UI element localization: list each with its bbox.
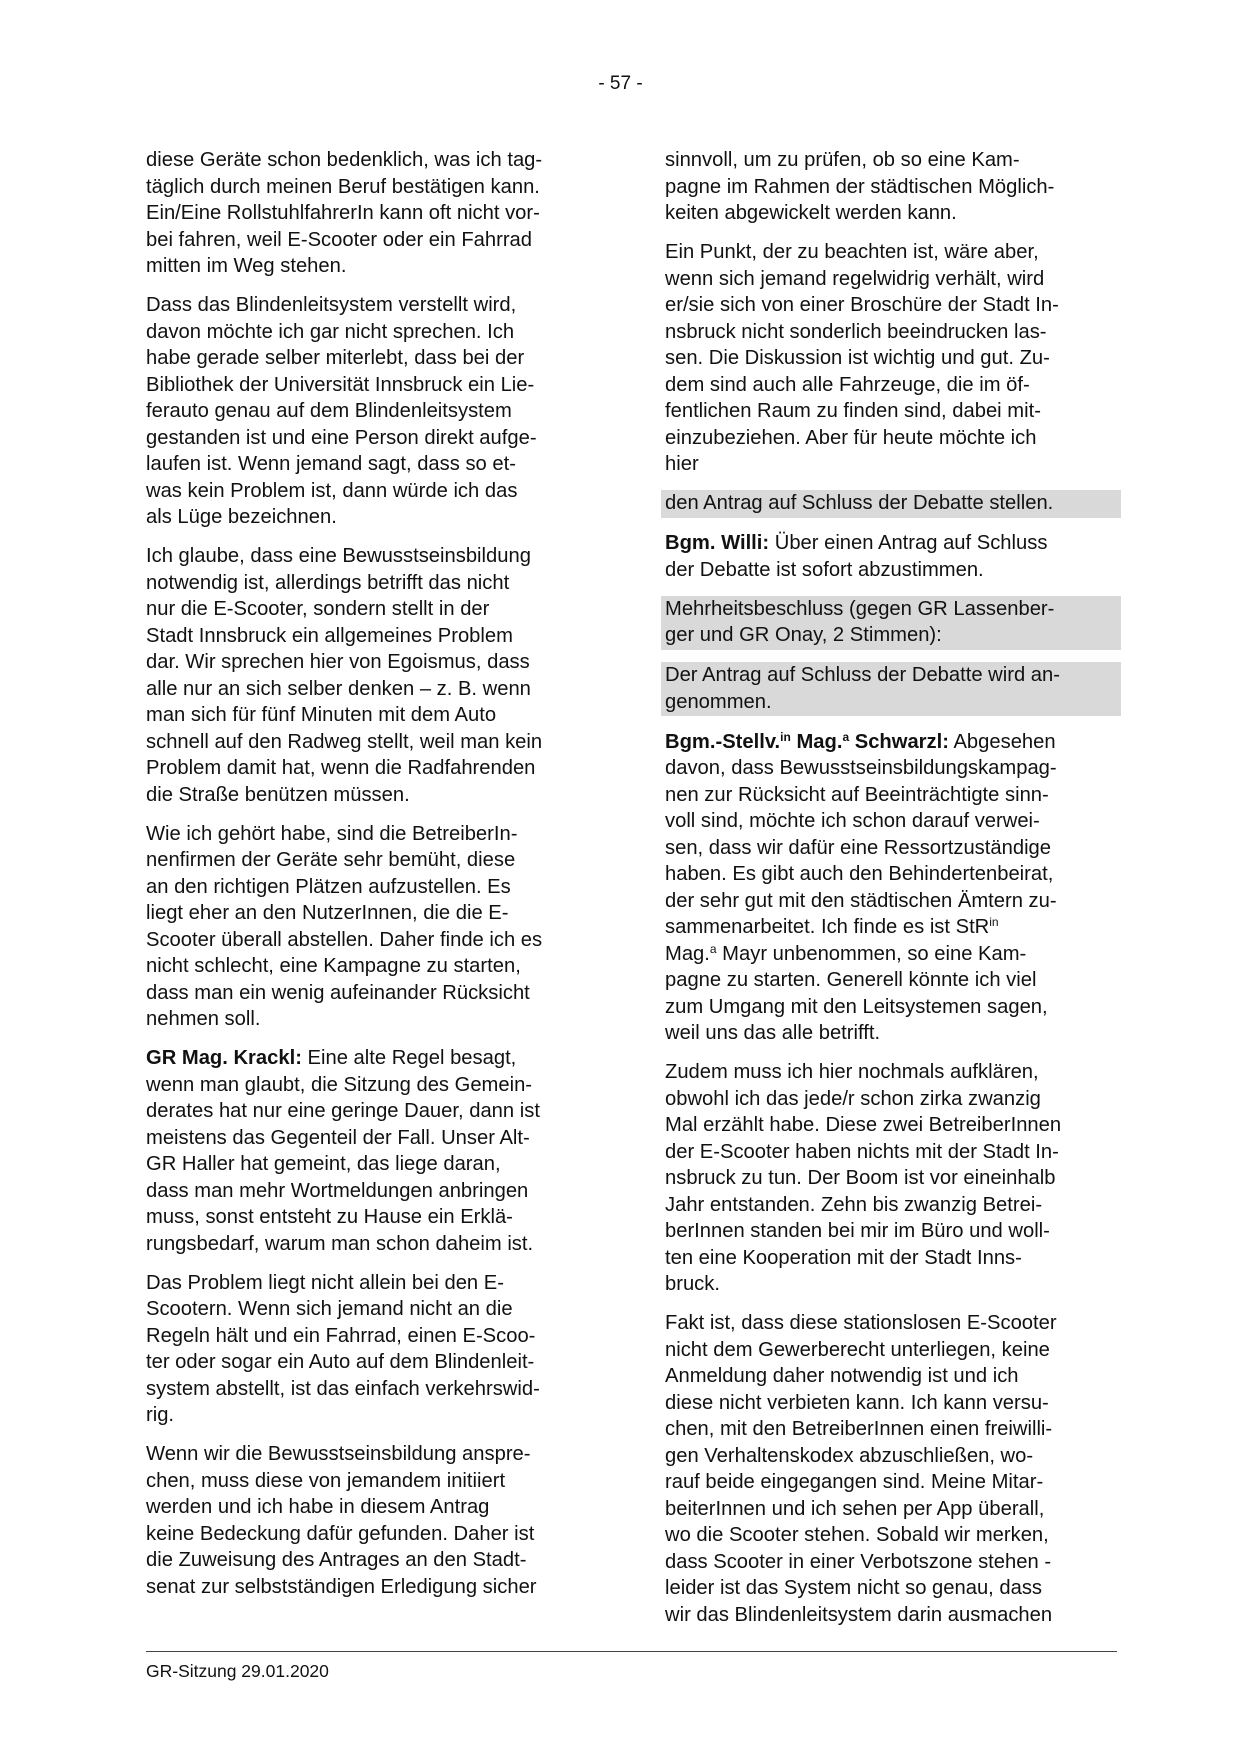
speech-text: Über einen Antrag auf Schluss der Debatte ist sofort abzustimmen. [665,532,1048,581]
left-column [146,147,596,1613]
paragraph: Fakt ist, dass diese stationslosen E-Scooter nicht dem Gewerberecht unterliegen, keine Anmeldung daher notwendig ist und ich diese nicht verbieten kann. Ich kann versu- chen, mit den BetreiberInnen einen freiwilli- gen Verhaltenskodex abzuschließen, wo- rauf beide eingegangen sind. Meine Mitar- beiterInnen und ich sehen per App überall, wo die Scooter stehen. Sobald wir merken, dass Scooter in einer Verbotszone stehen - leider ist das System nicht so genau, dass wir das Blindenleitsystem darin ausmachen [665,1312,1057,1626]
motion-statement: den Antrag auf Schluss der Debatte stellen. [661,490,1121,518]
speech-krackl [146,1045,596,1257]
superscript: in [989,915,999,929]
speaker-name: Bgm. Willi: [665,532,770,554]
speech-text: Mag. [665,942,710,965]
speech-text: Abgesehen davon, dass Bewusstseinsbildungskampag- nen zur Rücksicht auf Beeinträchtigte sinn- voll sind, möchte ich schon darauf verwei- sen, dass wir dafür eine Ressortzuständige haben. Es gibt auch den Behindertenbeirat, der sehr gut mit den städtischen Ämtern zu- sammenarbeitet. Ich finde es ist StR [665,730,1057,938]
page-number: - 57 - [598,73,643,94]
paragraph: Wenn wir die Bewusstseinsbildung anspre- chen, muss diese von jemandem initiiert werden und ich habe in diesem Antrag keine Bedeckung dafür gefunden. Daher ist die Zuweisung des Antrages an den Stadt- senat zur selbstständigen Erledigung sicher [146,1443,537,1598]
speaker-surname: Schwarzl: [849,730,949,753]
speech-text: Eine alte Regel besagt, wenn man glaubt, die Sitzung des Gemein- derates hat nur eine geringe Dauer, dann ist meistens das Gegenteil der Fall. Unser Alt- GR Haller hat gemeint, das liege daran, dass man mehr Wortmeldungen anbringen muss, sonst entsteht zu Hause ein Erklä- rungsbedarf, warum man schon daheim ist. [146,1047,540,1255]
footer-session-date: GR-Sitzung 29.01.2020 [146,1661,329,1681]
resolution-result: Der Antrag auf Schluss der Debatte wird an- genommen. [661,662,1121,716]
superscript: a [842,729,850,744]
footer-divider [146,1651,1117,1652]
speaker-name [665,731,949,753]
superscript: a [709,941,717,956]
speech-schwarzl [665,729,1117,1047]
right-column [665,147,1117,1641]
superscript: in [780,729,791,744]
paragraph: Das Problem liegt nicht allein bei den E- Scootern. Wenn sich jemand nicht an die Regeln hält und ein Fahrrad, einen E-Scoo- ter oder sogar ein Auto auf dem Blindenleit- system abstellt, ist das einfach verkehrswid- rig. [146,1271,540,1426]
paragraph: Ich glaube, dass eine Bewusstseinsbildung notwendig ist, allerdings betrifft das nicht nur die E-Scooter, sondern stellt in der Stadt Innsbruck ein allgemeines Problem dar. Wir sprechen hier von Egoismus, dass alle nur an sich selber denken – z. B. wenn man sich für fünf Minuten mit dem Auto schnell auf den Radweg stellt, weil man kein Problem damit hat, wenn die Radfahrenden die Straße benützen müssen. [146,545,543,806]
paragraph: Dass das Blindenleitsystem verstellt wird, davon möchte ich gar nicht sprechen. Ich habe gerade selber miterlebt, dass bei der Bibliothek der Universität Innsbruck ein Lie- ferauto genau auf dem Blindenleitsystem gestanden ist und eine Person direkt aufge- laufen ist. Wenn jemand sagt, dass so et- was kein Problem ist, dann würde ich das als Lüge bezeichnen. [146,294,537,528]
paragraph: Ein Punkt, der zu beachten ist, wäre aber, wenn sich jemand regelwidrig verhält, wird er/sie sich von einer Broschüre der Stadt In- nsbruck nicht sonderlich beeindrucken las- sen. Die Diskussion ist wichtig und gut. Zu- dem sind auch alle Fahrzeuge, die im öf- fentlichen Raum zu finden sind, dabei mit- einzubeziehen. Aber für heute möchte ich hier [665,241,1059,475]
speaker-title: Mag. [790,730,843,753]
paragraph: sinnvoll, um zu prüfen, ob so eine Kam- pagne im Rahmen der städtischen Möglich- keiten abgewickelt werden kann. [665,149,1055,224]
paragraph: Zudem muss ich hier nochmals aufklären, obwohl ich das jede/r schon zirka zwanzig Mal erzählt habe. Diese zwei BetreiberInnen der E-Scooter haben nichts mit der Stadt In- nsbruck zu tun. Der Boom ist vor eineinhalb Jahr entstanden. Zehn bis zwanzig Betrei- berInnen standen bei mir im Büro und woll- ten eine Kooperation mit der Stadt Inns- bruck. [665,1061,1062,1295]
speech-willi [665,530,1117,583]
resolution-vote: Mehrheitsbeschluss (gegen GR Lassenber- ger und GR Onay, 2 Stimmen): [661,596,1121,650]
paragraph: Wie ich gehört habe, sind die BetreiberIn- nenfirmen der Geräte sehr bemüht, diese an den richtigen Plätzen aufzustellen. Es liegt eher an den NutzerInnen, die die E- Scooter überall abstellen. Daher finde ich es nicht schlecht, eine Kampagne zu starten, dass man ein wenig aufeinander Rücksicht nehmen soll. [146,822,543,1030]
paragraph: diese Geräte schon bedenklich, was ich tag- täglich durch meinen Beruf bestätigen kann. Ein/Eine RollstuhlfahrerIn kann oft nicht vor- bei fahren, weil E-Scooter oder ein Fahrrad mitten im Weg stehen. [146,149,543,277]
speaker-title: Bgm.-Stellv. [665,730,781,753]
speaker-name: GR Mag. Krackl: [146,1047,302,1069]
speech-text: Mayr unbenommen, so eine Kam- pagne zu starten. Generell könnte ich viel zum Umgang mit den Leitsystemen sagen, weil uns das alle betrifft. [665,942,1048,1044]
